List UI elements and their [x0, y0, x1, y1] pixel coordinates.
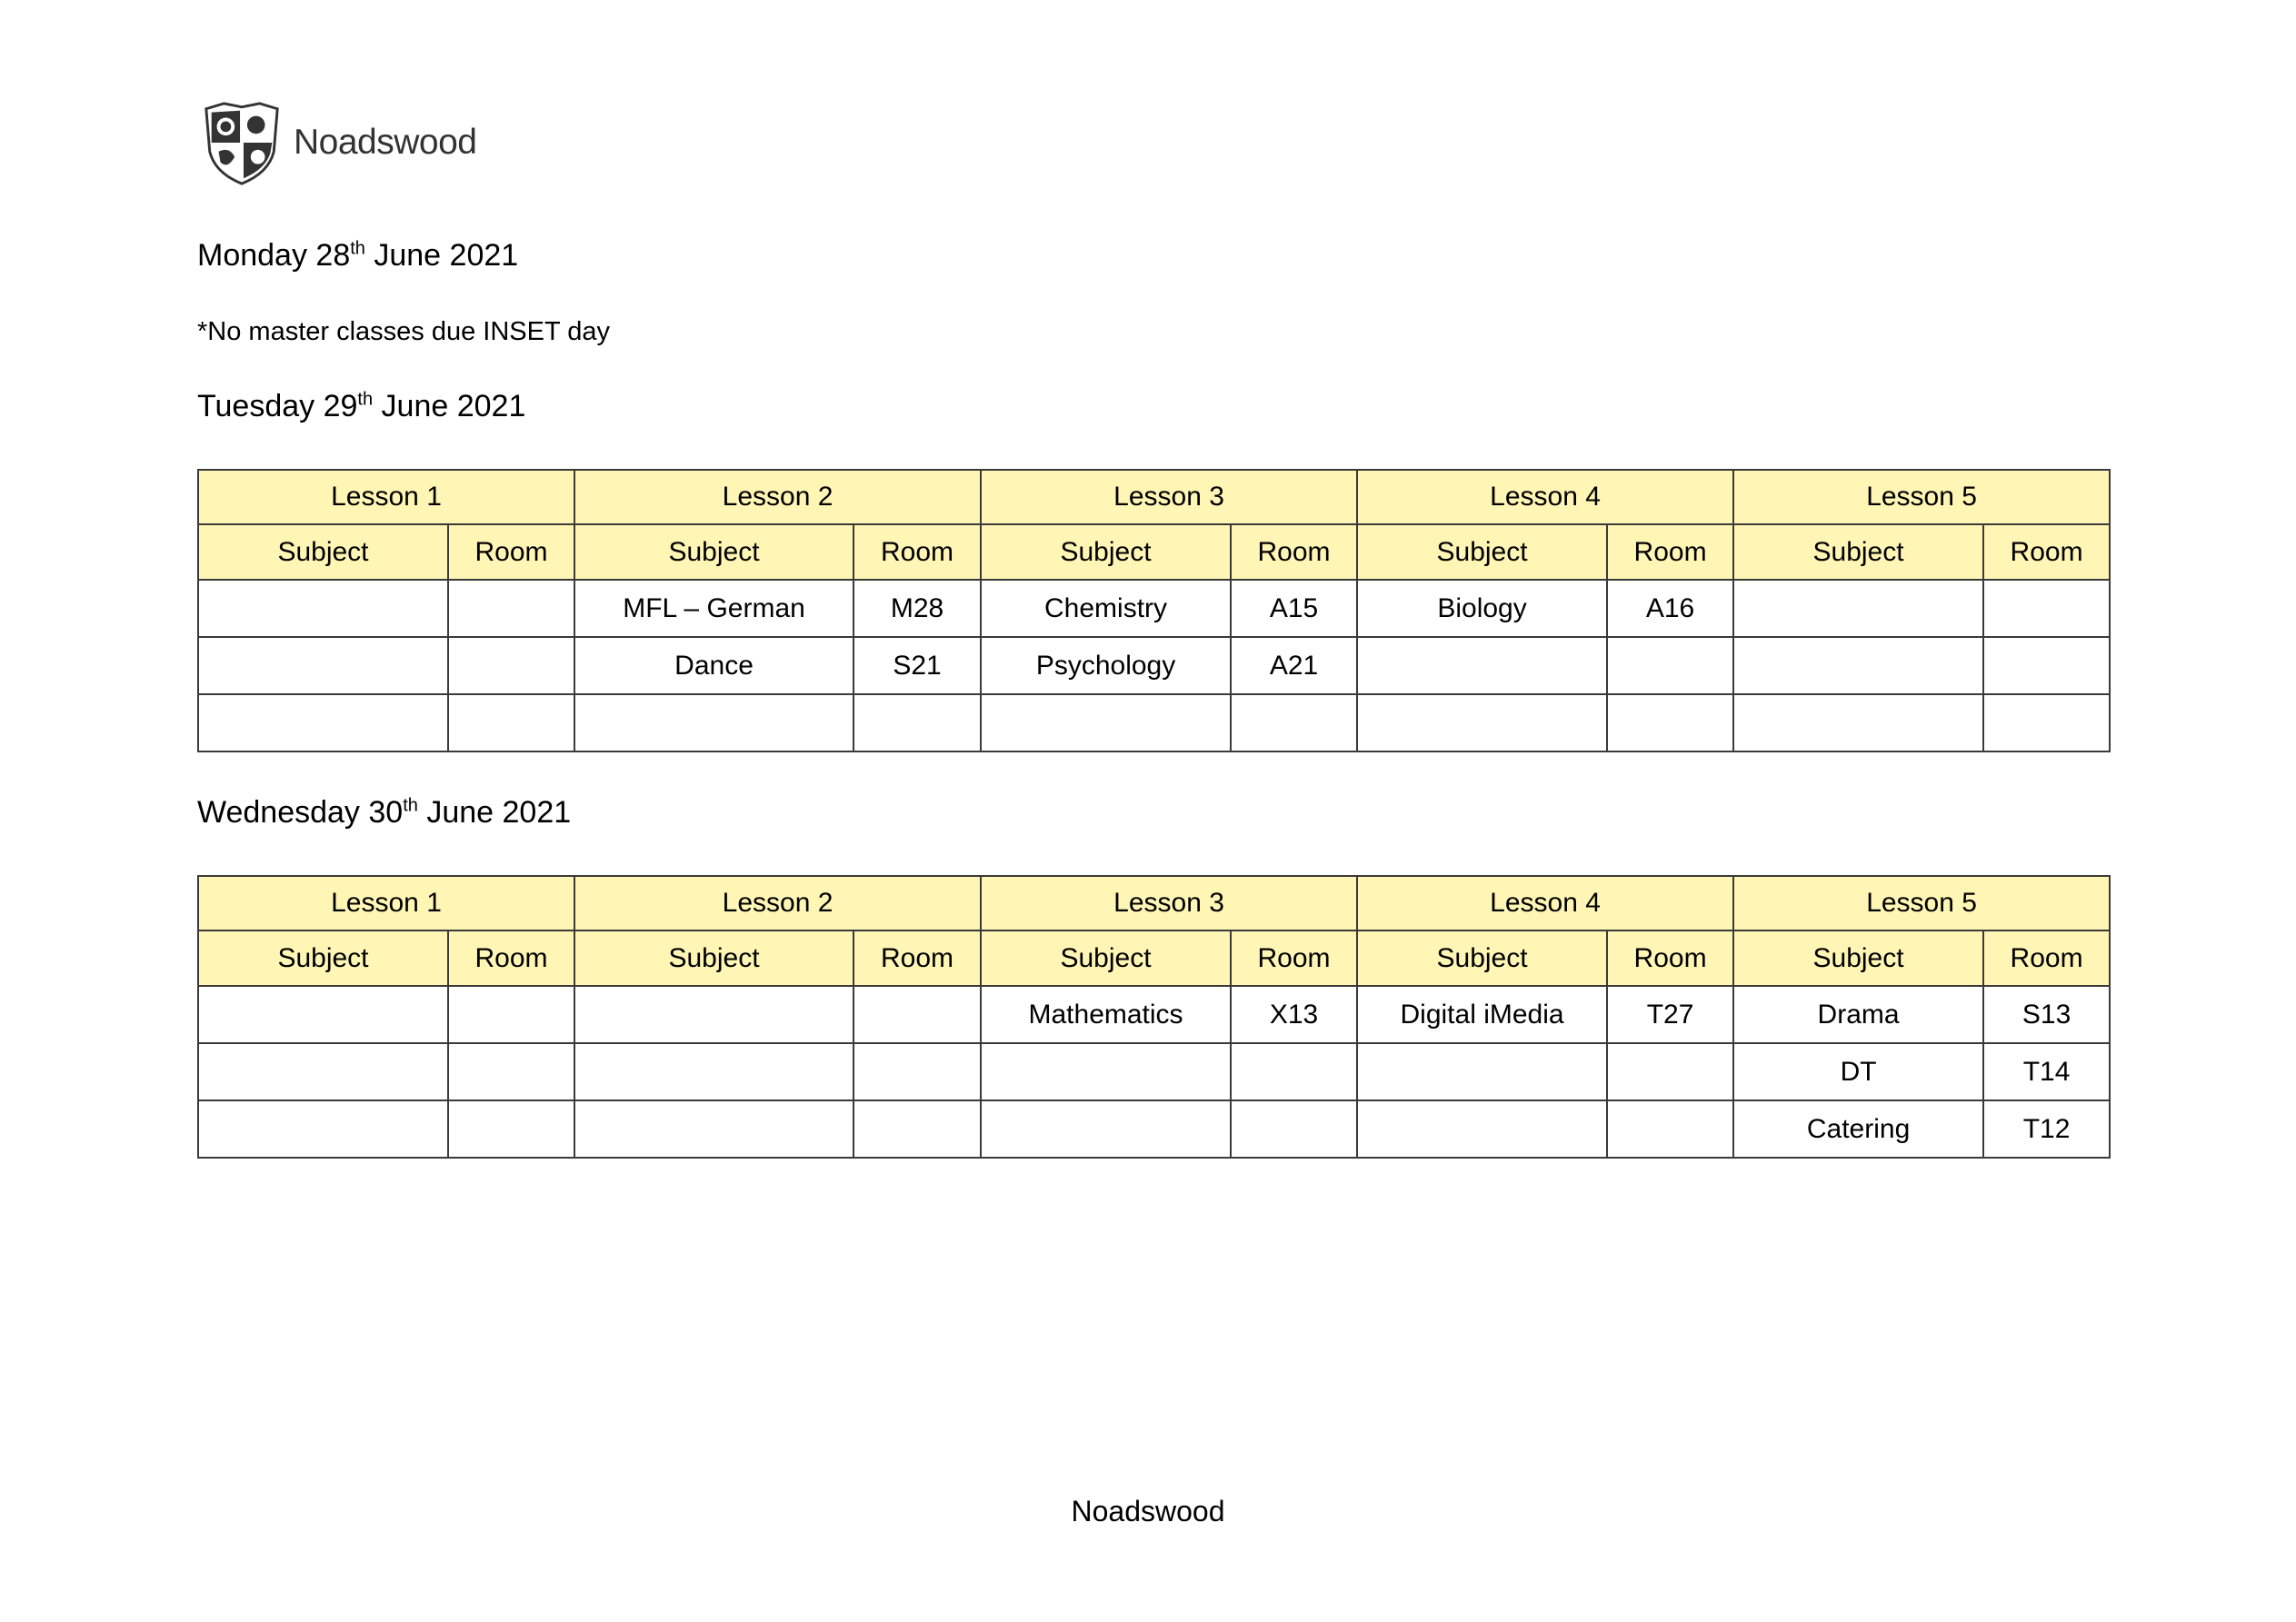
subject-header: Subject [981, 930, 1231, 986]
lesson-header: Lesson 3 [981, 470, 1357, 524]
lesson-header-row [198, 470, 2110, 524]
room-header: Room [854, 930, 981, 986]
column-header-row [198, 524, 2110, 580]
subject-cell [1733, 694, 1983, 751]
subject-cell: DT [1733, 1043, 1983, 1100]
day-label-rest: June 2021 [417, 795, 572, 830]
subject-cell: Chemistry [981, 580, 1231, 637]
room-cell [1607, 1100, 1733, 1158]
day-label: Wednesday 30 [197, 795, 404, 830]
room-cell: X13 [1231, 986, 1357, 1043]
lesson-header: Lesson 1 [198, 470, 574, 524]
subject-header: Subject [1357, 930, 1607, 986]
room-cell [1231, 1100, 1357, 1158]
room-cell [854, 1043, 981, 1100]
school-crest-icon [197, 98, 286, 187]
subject-cell [574, 1100, 854, 1158]
lesson-header: Lesson 2 [574, 876, 981, 930]
subject-cell [198, 694, 448, 751]
subject-cell: Digital iMedia [1357, 986, 1607, 1043]
subject-cell [198, 637, 448, 694]
subject-cell [1733, 637, 1983, 694]
table-row [198, 637, 2110, 694]
room-header: Room [1231, 524, 1357, 580]
room-header: Room [1231, 930, 1357, 986]
subject-cell [1733, 580, 1983, 637]
day-heading-wednesday [197, 795, 571, 831]
day-label-rest: June 2021 [373, 389, 526, 423]
lesson-header: Lesson 4 [1357, 876, 1733, 930]
room-cell [448, 694, 574, 751]
subject-cell [574, 694, 854, 751]
inset-note: *No master classes due INSET day [197, 317, 610, 346]
room-cell [448, 637, 574, 694]
lesson-header-row [198, 876, 2110, 930]
day-label: Tuesday 29 [197, 389, 358, 423]
table-row [198, 1043, 2110, 1100]
room-header: Room [1607, 930, 1733, 986]
subject-header: Subject [1733, 930, 1983, 986]
room-header: Room [854, 524, 981, 580]
subject-header: Subject [1733, 524, 1983, 580]
room-cell [854, 694, 981, 751]
subject-cell [981, 694, 1231, 751]
room-cell [448, 580, 574, 637]
subject-header: Subject [1357, 524, 1607, 580]
room-cell: A15 [1231, 580, 1357, 637]
room-cell [1607, 694, 1733, 751]
subject-cell [574, 1043, 854, 1100]
room-header: Room [448, 930, 574, 986]
subject-cell [1357, 1100, 1607, 1158]
room-header: Room [448, 524, 574, 580]
room-cell: T14 [1983, 1043, 2110, 1100]
table-row [198, 1100, 2110, 1158]
room-cell [448, 986, 574, 1043]
room-cell [1607, 637, 1733, 694]
logo-text: Noadswood [294, 123, 477, 162]
lesson-header: Lesson 2 [574, 470, 981, 524]
room-header: Room [1607, 524, 1733, 580]
subject-header: Subject [574, 524, 854, 580]
subject-cell [1357, 1043, 1607, 1100]
ordinal-suffix: th [350, 238, 365, 259]
room-cell [1983, 694, 2110, 751]
room-header: Room [1983, 930, 2110, 986]
subject-cell: Psychology [981, 637, 1231, 694]
subject-cell [981, 1100, 1231, 1158]
room-cell: A21 [1231, 637, 1357, 694]
subject-header: Subject [981, 524, 1231, 580]
lesson-header: Lesson 5 [1733, 876, 2110, 930]
subject-cell: Mathematics [981, 986, 1231, 1043]
table-row [198, 694, 2110, 751]
room-cell [448, 1043, 574, 1100]
room-cell: M28 [854, 580, 981, 637]
room-cell [854, 1100, 981, 1158]
subject-cell [574, 986, 854, 1043]
room-cell [1983, 580, 2110, 637]
subject-cell [198, 1043, 448, 1100]
room-cell [1983, 637, 2110, 694]
table-row [198, 986, 2110, 1043]
room-cell: S13 [1983, 986, 2110, 1043]
lesson-header: Lesson 3 [981, 876, 1357, 930]
subject-header: Subject [198, 930, 448, 986]
room-cell: T27 [1607, 986, 1733, 1043]
ordinal-suffix: th [357, 389, 374, 410]
lesson-header: Lesson 5 [1733, 470, 2110, 524]
subject-cell [981, 1043, 1231, 1100]
room-cell [1231, 694, 1357, 751]
subject-cell [198, 986, 448, 1043]
lesson-header: Lesson 4 [1357, 470, 1733, 524]
room-cell [448, 1100, 574, 1158]
day-label: Monday 28 [197, 238, 351, 273]
subject-cell [198, 1100, 448, 1158]
day-heading-monday [197, 238, 518, 274]
ordinal-suffix: th [403, 795, 418, 816]
room-header: Room [1983, 524, 2110, 580]
room-cell: A16 [1607, 580, 1733, 637]
subject-header: Subject [198, 524, 448, 580]
wednesday-timetable [197, 875, 2111, 1159]
subject-cell: Dance [574, 637, 854, 694]
subject-cell: Drama [1733, 986, 1983, 1043]
room-cell [1607, 1043, 1733, 1100]
subject-header: Subject [574, 930, 854, 986]
room-cell [1231, 1043, 1357, 1100]
room-cell [854, 986, 981, 1043]
subject-cell [1357, 694, 1607, 751]
school-logo [197, 98, 476, 187]
day-label-rest: June 2021 [364, 238, 519, 273]
room-cell: S21 [854, 637, 981, 694]
subject-cell: Biology [1357, 580, 1607, 637]
day-heading-tuesday [197, 389, 525, 424]
column-header-row [198, 930, 2110, 986]
table-row [198, 580, 2110, 637]
tuesday-timetable [197, 469, 2111, 752]
room-cell: T12 [1983, 1100, 2110, 1158]
subject-cell [198, 580, 448, 637]
subject-cell: MFL – German [574, 580, 854, 637]
lesson-header: Lesson 1 [198, 876, 574, 930]
subject-cell: Catering [1733, 1100, 1983, 1158]
subject-cell [1357, 637, 1607, 694]
page-footer: Noadswood [1071, 1495, 1225, 1527]
